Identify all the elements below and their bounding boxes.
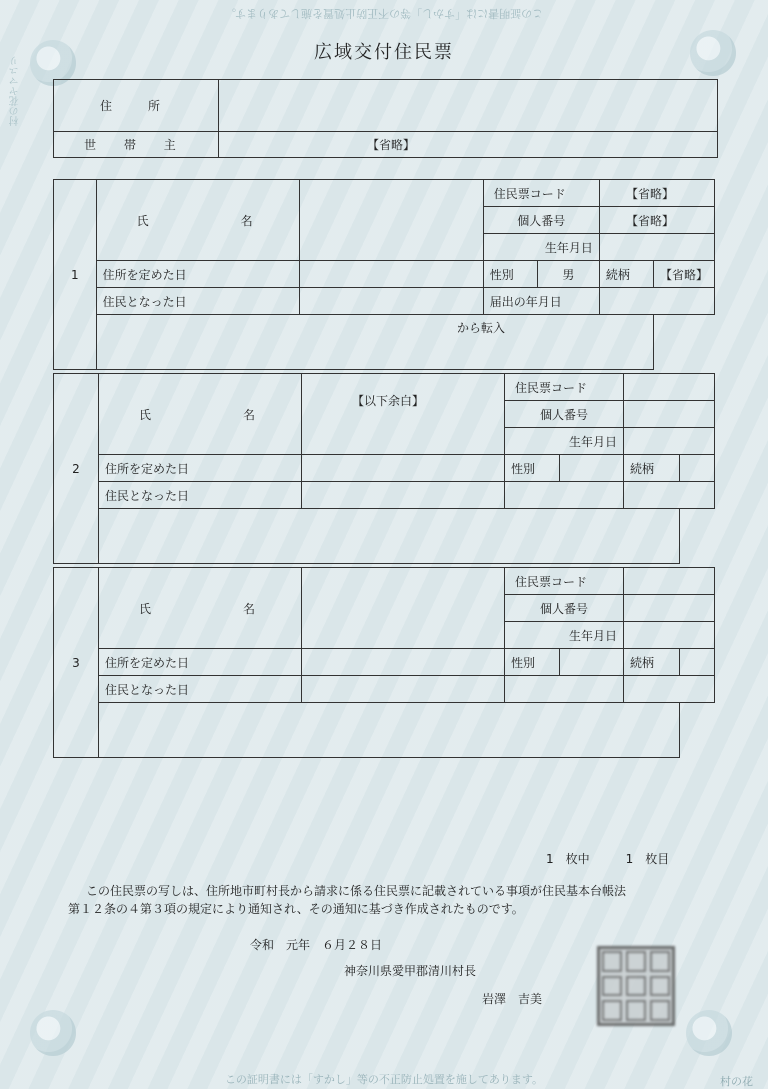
personal-number-label: 個人番号 — [505, 401, 624, 428]
relation-value — [680, 649, 715, 676]
notification-date-label — [505, 482, 624, 509]
resident-code-value — [624, 568, 715, 595]
resident-code-value: 【省略】 — [599, 180, 714, 207]
name-label: 氏 名 — [99, 374, 302, 455]
person-number: 3 — [54, 568, 99, 758]
notification-date-label: 届出の年月日 — [483, 288, 599, 315]
moved-date-value — [299, 261, 483, 288]
anti-forgery-notice-top: この証明書には「すかし」等の不正防止処置を施してあります。 — [224, 7, 544, 20]
transfer-note: から転入 — [96, 315, 653, 370]
person-record-1 — [53, 179, 715, 370]
moved-date-label: 住所を定めた日 — [96, 261, 299, 288]
sex-value — [560, 649, 624, 676]
mayor-name: 岩澤 吉美 — [482, 992, 543, 1006]
birthdate-label: 生年月日 — [505, 622, 624, 649]
sex-value — [560, 455, 624, 482]
relation-label: 続柄 — [599, 261, 653, 288]
resident-date-value — [302, 676, 505, 703]
relation-label: 続柄 — [624, 649, 680, 676]
householder-label: 世 帯 主 — [54, 132, 219, 158]
notification-date-value — [599, 288, 714, 315]
personal-number-label: 個人番号 — [505, 595, 624, 622]
name-value: 【以下余白】 — [302, 374, 505, 455]
transfer-note — [99, 703, 680, 758]
issue-date: 令和 元年 ６月２８日 — [250, 938, 383, 952]
certification-text-line1: この住民票の写しは、住所地市町村長から請求に係る住民票に記載されている事項が住民基本台帳法 — [86, 884, 627, 898]
birthdate-value — [624, 622, 715, 649]
person-number: 2 — [54, 374, 99, 564]
personal-number-value — [624, 595, 715, 622]
resident-date-value — [302, 482, 505, 509]
moved-date-value — [302, 455, 505, 482]
birthdate-value — [599, 234, 714, 261]
name-value — [299, 180, 483, 261]
document-title: 広域交付住民票 — [314, 42, 454, 63]
sex-label: 性別 — [505, 455, 560, 482]
personal-number-value — [624, 401, 715, 428]
notification-date-label — [505, 676, 624, 703]
personal-number-value: 【省略】 — [599, 207, 714, 234]
sex-label: 性別 — [505, 649, 560, 676]
issuer-title: 神奈川県愛甲郡清川村長 — [344, 964, 477, 978]
relation-label: 続柄 — [624, 455, 680, 482]
resident-date-value — [299, 288, 483, 315]
person-record-2 — [53, 373, 715, 564]
village-emblem-icon — [30, 1010, 76, 1056]
birthdate-label: 生年月日 — [505, 428, 624, 455]
transfer-note — [99, 509, 680, 564]
official-seal-stamp — [597, 946, 675, 1026]
resident-code-label: 住民票コード — [505, 568, 624, 595]
address-label: 住 所 — [54, 80, 219, 132]
sex-value: 男 — [537, 261, 599, 288]
sex-label: 性別 — [483, 261, 537, 288]
relation-value — [680, 455, 715, 482]
moved-date-value — [302, 649, 505, 676]
corner-label-right: 村の花 — [720, 1075, 753, 1088]
page-count: 1 枚中 1 枚目 — [546, 852, 670, 866]
notification-date-value — [624, 676, 715, 703]
address-table — [53, 79, 718, 158]
resident-code-label: 住民票コード — [483, 180, 599, 207]
person-number: 1 — [54, 180, 97, 370]
name-label: 氏 名 — [99, 568, 302, 649]
name-label: 氏 名 — [96, 180, 299, 261]
resident-date-label: 住民となった日 — [99, 482, 302, 509]
relation-value: 【省略】 — [653, 261, 714, 288]
certification-text-line2: 第１２条の４第３項の規定により通知され、その通知に基づき作成されたものです。 — [68, 902, 524, 916]
resident-date-label: 住民となった日 — [99, 676, 302, 703]
address-value — [219, 80, 718, 132]
birthdate-value — [624, 428, 715, 455]
resident-code-value — [624, 374, 715, 401]
householder-value: 【省略】 — [219, 132, 718, 158]
personal-number-label: 個人番号 — [483, 207, 599, 234]
birthdate-label: 生年月日 — [483, 234, 599, 261]
moved-date-label: 住所を定めた日 — [99, 649, 302, 676]
village-emblem-icon — [686, 1010, 732, 1056]
anti-forgery-notice-bottom: この証明書には「すかし」等の不正防止処置を施してあります。 — [224, 1073, 544, 1086]
notification-date-value — [624, 482, 715, 509]
resident-code-label: 住民票コード — [505, 374, 624, 401]
moved-date-label: 住所を定めた日 — [99, 455, 302, 482]
person-record-3 — [53, 567, 715, 758]
corner-label-left: 村の花ヤマユリ — [10, 56, 21, 126]
resident-date-label: 住民となった日 — [96, 288, 299, 315]
name-value — [302, 568, 505, 649]
